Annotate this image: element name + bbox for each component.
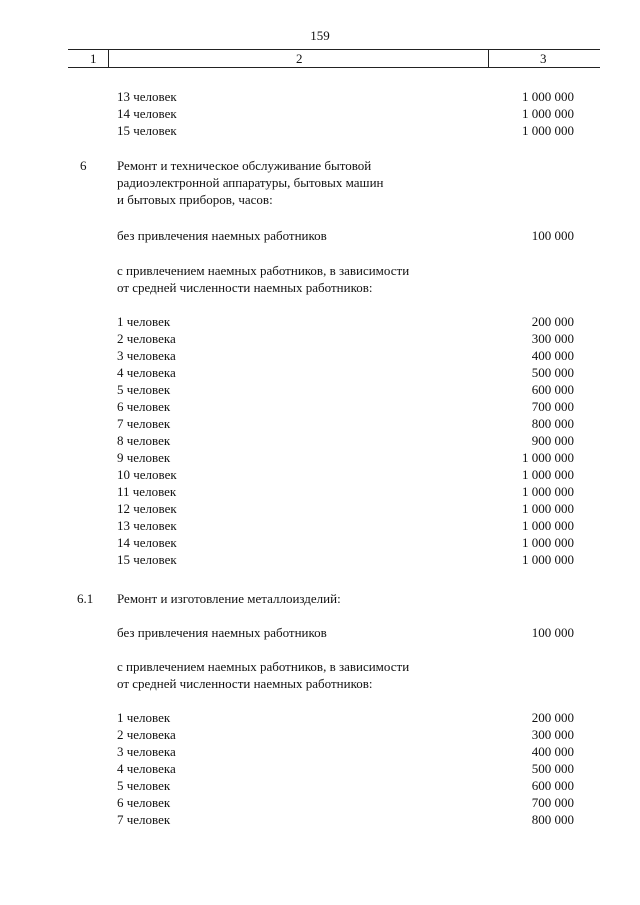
amount: 200 000 (531, 710, 574, 725)
list-item (0, 726, 640, 743)
amount: 700 000 (531, 399, 574, 414)
amount: 100 000 (531, 625, 574, 640)
section-title-line (0, 191, 640, 208)
without-employees-label: без привлечения наемных работников (117, 228, 327, 243)
staff-count: 9 человек (117, 450, 171, 465)
staff-count: 1 человек (117, 710, 171, 725)
paragraph-line (0, 262, 640, 279)
staff-count: 7 человек (117, 812, 171, 827)
amount: 1 000 000 (522, 484, 574, 499)
list-item (0, 760, 640, 777)
amount: 1 000 000 (522, 123, 574, 138)
section-number: 6 (80, 158, 87, 173)
staff-count: 5 человек (117, 382, 171, 397)
amount: 1 000 000 (522, 501, 574, 516)
amount: 1 000 000 (522, 535, 574, 550)
list-item (0, 347, 640, 364)
list-item (0, 500, 640, 517)
amount: 600 000 (531, 778, 574, 793)
section-title-line (0, 174, 640, 191)
section-title: радиоэлектронной аппаратуры, бытовых машин (117, 175, 384, 190)
staff-count: 8 человек (117, 433, 171, 448)
staff-count: 10 человек (117, 467, 177, 482)
staff-count: 5 человек (117, 778, 171, 793)
amount: 1 000 000 (522, 552, 574, 567)
staff-count: 14 человек (117, 106, 177, 121)
staff-count: 11 человек (117, 484, 177, 499)
list-item (0, 88, 640, 105)
staff-count: 2 человека (117, 331, 176, 346)
list-item (0, 227, 640, 244)
list-item (0, 483, 640, 500)
amount: 300 000 (531, 331, 574, 346)
staff-count: 6 человек (117, 795, 171, 810)
amount: 600 000 (531, 382, 574, 397)
paragraph-line (0, 279, 640, 296)
staff-count: 7 человек (117, 416, 171, 431)
without-employees-label: без привлечения наемных работников (117, 625, 327, 640)
list-item (0, 777, 640, 794)
paragraph-line (0, 658, 640, 675)
with-employees-text: с привлечением наемных работников, в зависимости (117, 659, 410, 674)
staff-count: 3 человека (117, 348, 176, 363)
amount: 700 000 (531, 795, 574, 810)
header-divider (488, 50, 489, 67)
amount: 1 000 000 (522, 518, 574, 533)
list-item (0, 330, 640, 347)
list-item (0, 122, 640, 139)
list-item (0, 794, 640, 811)
staff-count: 2 человека (117, 727, 176, 742)
amount: 100 000 (531, 228, 574, 243)
amount: 400 000 (531, 348, 574, 363)
list-item (0, 364, 640, 381)
amount: 900 000 (531, 433, 574, 448)
header-divider (108, 50, 109, 67)
table-header (68, 49, 600, 68)
staff-count: 6 человек (117, 399, 171, 414)
section-title-line (0, 590, 640, 607)
list-item (0, 466, 640, 483)
section-title: Ремонт и техническое обслуживание бытовой (117, 158, 372, 173)
staff-count: 15 человек (117, 552, 177, 567)
list-item (0, 432, 640, 449)
with-employees-text: с привлечением наемных работников, в зависимости (117, 263, 410, 278)
section-number: 6.1 (77, 591, 94, 606)
list-item (0, 105, 640, 122)
staff-count: 4 человека (117, 365, 176, 380)
amount: 1 000 000 (522, 106, 574, 121)
amount: 500 000 (531, 365, 574, 380)
list-item (0, 398, 640, 415)
staff-count: 12 человек (117, 501, 177, 516)
list-item (0, 743, 640, 760)
section-title-line (0, 157, 640, 174)
with-employees-text: от средней численности наемных работников: (117, 280, 373, 295)
section-title: Ремонт и изготовление металлоизделий: (117, 591, 341, 606)
page-number: 159 (310, 28, 330, 43)
list-item (0, 517, 640, 534)
amount: 500 000 (531, 761, 574, 776)
header-col-1: 1 (90, 51, 97, 66)
amount: 800 000 (531, 812, 574, 827)
list-item (0, 313, 640, 330)
section-title: и бытовых приборов, часов: (117, 192, 273, 207)
list-item (0, 551, 640, 568)
with-employees-text: от средней численности наемных работников: (117, 676, 373, 691)
staff-count: 1 человек (117, 314, 171, 329)
list-item (0, 449, 640, 466)
staff-count: 13 человек (117, 89, 177, 104)
list-item (0, 811, 640, 828)
list-item (0, 624, 640, 641)
header-col-3: 3 (540, 51, 547, 66)
amount: 200 000 (531, 314, 574, 329)
amount: 300 000 (531, 727, 574, 742)
list-item (0, 534, 640, 551)
staff-count: 4 человека (117, 761, 176, 776)
list-item (0, 415, 640, 432)
list-item (0, 381, 640, 398)
header-col-2: 2 (296, 51, 303, 66)
amount: 1 000 000 (522, 467, 574, 482)
staff-count: 13 человек (117, 518, 177, 533)
paragraph-line (0, 675, 640, 692)
amount: 1 000 000 (522, 450, 574, 465)
amount: 400 000 (531, 744, 574, 759)
amount: 800 000 (531, 416, 574, 431)
list-item (0, 709, 640, 726)
staff-count: 3 человека (117, 744, 176, 759)
amount: 1 000 000 (522, 89, 574, 104)
staff-count: 15 человек (117, 123, 177, 138)
staff-count: 14 человек (117, 535, 177, 550)
